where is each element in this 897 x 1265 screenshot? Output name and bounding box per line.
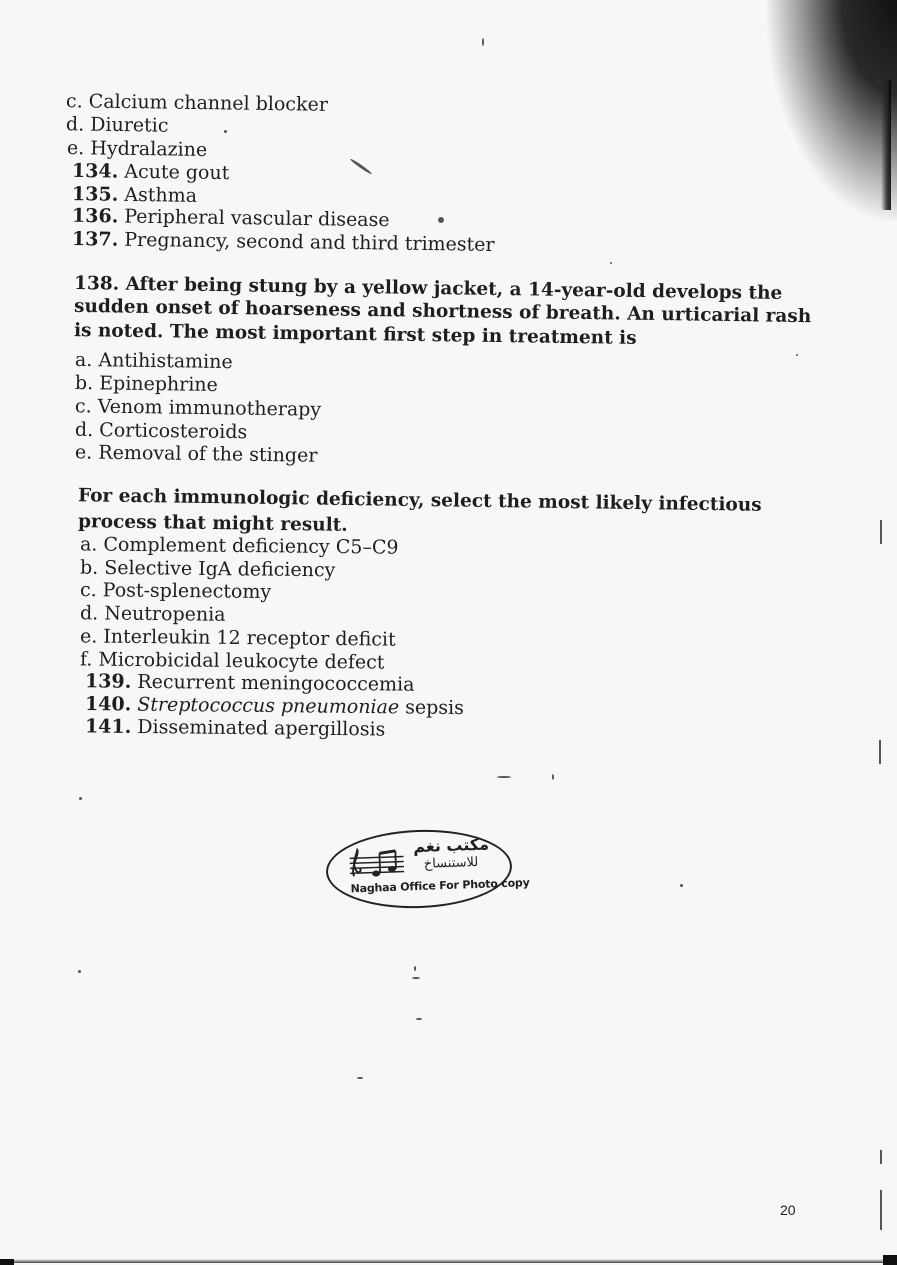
scan-speck [680,884,683,887]
matching-instruction-line-2: process that might result. [77,511,348,536]
item-141: 141. Disseminated apergillosis [84,715,386,741]
scan-speck [78,970,81,973]
matching-instruction-line-1: For each immunologic deficiency, select the most likely infectious [77,485,762,516]
music-notes-logo-icon [345,846,408,880]
matching-option-c: c. Post-splenectomy [79,578,272,604]
stamp-english-text: Naghaa Office For Photo copy [350,876,530,896]
scan-speck [880,1190,882,1230]
item-140: 140. Streptococcus pneumoniae sepsis [84,693,465,719]
scan-bottom-edge [0,1259,897,1263]
scan-speck [880,1150,882,1164]
option-c-calcium: c. Calcium channel blocker [65,90,329,116]
item-137: 137. Pregnancy, second and third trimester [71,228,495,256]
matching-option-d: d. Neutropenia [79,602,226,626]
question-138-option-b: b. Epinephrine [74,372,219,396]
matching-option-f: f. Microbicidal leukocyte defect [79,648,385,674]
scan-speck [79,797,82,800]
question-138-stem-line-3: is noted. The most important first step in treatment is [73,320,637,349]
question-138-stem-line-2: sudden onset of hoarseness and shortness of breath. An urticarial rash [73,295,812,328]
matching-option-e: e. Interleukin 12 receptor deficit [79,625,396,651]
matching-option-a: a. Complement deficiency C5–C9 [79,533,399,559]
scan-speck [412,977,420,979]
item-136: 136. Peripheral vascular disease [71,204,390,232]
question-138-option-c: c. Venom immunotherapy [74,395,322,421]
scan-speck [349,158,372,175]
photocopy-office-stamp [325,827,530,911]
scan-speck [482,38,484,46]
scan-speck [416,1018,422,1020]
question-138-option-a: a. Antihistamine [74,348,233,374]
option-d-diuretic: d. Diuretic [65,113,169,137]
option-e-hydralazine: e. Hydralazine [66,137,208,161]
scan-speck [438,217,444,223]
item-134: 134. Acute gout [71,159,230,185]
scan-speck [552,774,554,780]
scan-speck [610,262,612,264]
scan-right-edge [881,80,891,210]
scan-speck [224,130,227,133]
item-135: 135. Asthma [71,183,198,207]
question-138-option-e: e. Removal of the stinger [74,441,318,467]
matching-option-b: b. Selective IgA deficiency [79,556,336,582]
item-139: 139. Recurrent meningococcemia [84,670,415,696]
scan-speck [796,354,798,356]
scan-speck [414,966,416,971]
scan-speck [880,520,882,544]
question-138-stem-line-1: 138. After being stung by a yellow jacket, a 14-year-old develops the [73,273,783,304]
scan-bottom-left-mark [0,1259,14,1265]
question-138-option-d: d. Corticosteroids [74,418,248,444]
scan-bottom-right-mark [883,1255,897,1265]
page-number: 20 [780,1202,796,1218]
scan-speck [879,740,881,764]
stamp-arabic-title: مكتب نغم [412,834,490,857]
scan-speck [497,776,511,778]
scan-corner-shadow [767,0,897,220]
stamp-arabic-subtitle: للاستنساخ [423,854,479,872]
scan-speck [357,1077,363,1079]
